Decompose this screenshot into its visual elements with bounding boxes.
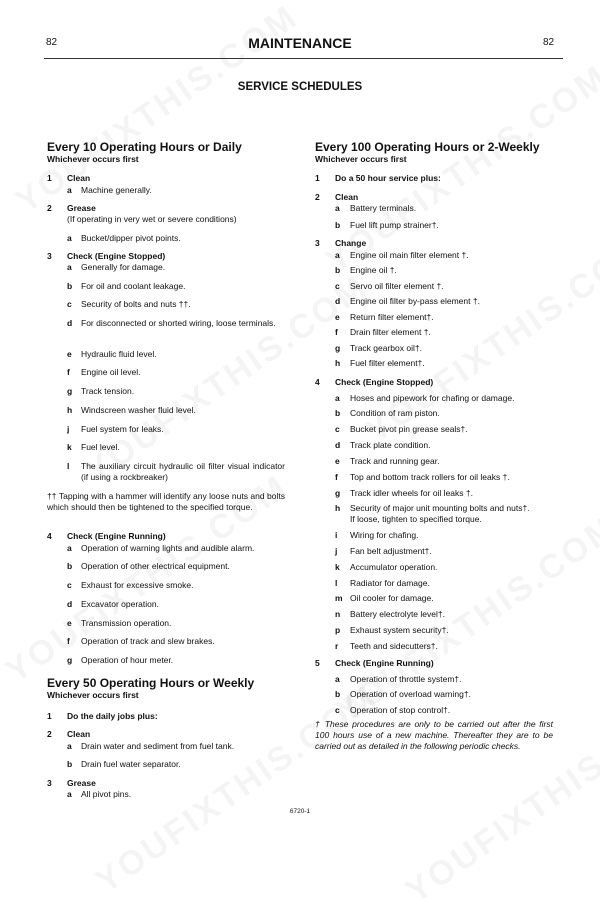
item-text: Operation of throttle system†. (350, 674, 462, 684)
item-heading: Check (Engine Stopped) (335, 377, 434, 387)
item-number: 4 (315, 377, 320, 387)
item-text: Machine generally. (81, 185, 152, 195)
item-letter: f (335, 327, 338, 337)
item-text: Fan belt adjustment†. (350, 546, 432, 556)
item-text: Condition of ram piston. (350, 408, 440, 418)
item-letter: l (67, 461, 70, 471)
item-letter: a (67, 741, 72, 751)
item-letter: a (67, 789, 72, 799)
item-text: Operation of warning lights and audible alarm. (81, 543, 255, 553)
item-text: Fuel system for leaks. (81, 424, 164, 434)
item-text: Operation of hour meter. (81, 655, 174, 665)
item-letter: a (67, 262, 72, 272)
item-letter: h (67, 405, 73, 415)
item-letter: d (335, 440, 341, 450)
item-text: Oil cooler for damage. (350, 593, 434, 603)
item-letter: b (335, 265, 341, 275)
item-heading: Clean (67, 729, 91, 739)
page-number-left: 82 (46, 37, 58, 48)
item-text: Generally for damage. (81, 262, 166, 272)
item-text: Operation of other electrical equipment. (81, 561, 230, 571)
schedule-100h-heading: Every 100 Operating Hours or 2-Weekly (315, 140, 540, 154)
item-letter: d (67, 318, 73, 328)
item-text: Bucket pivot pin grease seals†. (350, 424, 468, 434)
item-letter: i (335, 530, 338, 540)
item-letter: b (335, 408, 341, 418)
item-letter: r (335, 641, 339, 651)
item-text: Windscreen washer fluid level. (81, 405, 196, 415)
item-letter: f (67, 367, 70, 377)
item-number: 3 (47, 778, 52, 788)
item-letter: a (335, 250, 340, 260)
item-text-continued: If loose, tighten to specified torque. (350, 514, 482, 524)
item-text: Return filter element†. (350, 312, 434, 322)
footnote: † These procedures are only to be carried out after the first 100 hours use of a new machine. Thereafter they are to be carried out as detailed in the following periodic checks. (315, 719, 553, 751)
item-letter: b (67, 759, 73, 769)
item-letter: e (335, 312, 340, 322)
item-letter: e (67, 618, 72, 628)
item-text: Bucket/dipper pivot points. (81, 233, 181, 243)
item-text: Track and running gear. (350, 456, 440, 466)
item-heading: Change (335, 238, 367, 248)
item-letter: c (67, 299, 72, 309)
item-number: 2 (315, 192, 320, 202)
item-text: Hydraulic fluid level. (81, 349, 157, 359)
item-text: Security of major unit mounting bolts and nuts†. (350, 503, 530, 513)
item-text: Track idler wheels for oil leaks †. (350, 488, 473, 498)
item-number: 3 (315, 238, 320, 248)
item-heading: Check (Engine Stopped) (67, 251, 166, 261)
item-letter: j (67, 424, 70, 434)
item-letter: l (335, 578, 338, 588)
schedule-10h-heading: Every 10 Operating Hours or Daily (47, 140, 242, 154)
schedule-10h-sub: Whichever occurs first (47, 154, 139, 164)
item-letter: g (67, 386, 73, 396)
item-number: 2 (47, 203, 52, 213)
item-letter: a (335, 203, 340, 213)
item-text: For disconnected or shorted wiring, loose terminals. (81, 318, 276, 328)
item-text: Track tension. (81, 386, 135, 396)
page-title: MAINTENANCE (248, 35, 352, 51)
item-letter: a (67, 233, 72, 243)
item-text: Excavator operation. (81, 599, 159, 609)
item-text: Servo oil filter element †. (350, 281, 444, 291)
watermark (9, 0, 306, 221)
item-text: Drain filter element †. (350, 327, 431, 337)
item-letter: p (335, 625, 341, 635)
item-text: Wiring for chafing. (350, 530, 419, 540)
item-heading: Grease (67, 778, 96, 788)
item-text: Radiator for damage. (350, 578, 430, 588)
header-rule (44, 58, 563, 59)
item-letter: j (335, 546, 338, 556)
schedule-50h-heading: Every 50 Operating Hours or Weekly (47, 676, 255, 690)
item-number: 4 (47, 531, 52, 541)
item-text: Teeth and sidecutters†. (350, 641, 438, 651)
page-number-right: 82 (543, 37, 555, 48)
item-text: Exhaust system security†. (350, 625, 449, 635)
item-note: (If operating in very wet or severe conditions) (67, 214, 237, 224)
item-letter: b (335, 689, 341, 699)
item-letter: m (335, 593, 343, 603)
item-letter: g (335, 343, 341, 353)
page-footer: 6720-1 (289, 808, 311, 815)
item-letter: d (67, 599, 73, 609)
item-letter: f (67, 636, 70, 646)
item-letter: a (335, 393, 340, 403)
item-number: 2 (47, 729, 52, 739)
item-heading: Clean (335, 192, 359, 202)
schedule-100h-sub: Whichever occurs first (315, 154, 407, 164)
item-text: Fuel filter element†. (350, 358, 425, 368)
item-letter: d (335, 296, 341, 306)
item-letter: h (335, 503, 341, 513)
item-heading: Check (Engine Running) (335, 658, 434, 668)
item-letter: b (67, 281, 73, 291)
item-letter: c (335, 281, 340, 291)
item-letter: f (335, 472, 338, 482)
item-text: Track gearbox oil†. (350, 343, 422, 353)
item-text: Hoses and pipework for chafing or damage. (350, 393, 515, 403)
item-text: Battery terminals. (350, 203, 417, 213)
item-letter: b (67, 561, 73, 571)
item-text: Fuel level. (81, 442, 120, 452)
item-letter: a (67, 543, 72, 553)
item-number: 3 (47, 251, 52, 261)
item-text: Transmission operation. (81, 618, 172, 628)
item-text: Engine oil main filter element †. (350, 250, 469, 260)
item-letter: a (335, 674, 340, 684)
item-number: 1 (47, 711, 52, 721)
item-text: Operation of overload warning†. (350, 689, 471, 699)
footnote: †† Tapping with a hammer will identify any loose nuts and bolts which should then be tightened to the specified torque. (47, 491, 285, 512)
item-text: Accumulator operation. (350, 562, 438, 572)
item-number: 1 (47, 173, 52, 183)
item-text: Engine oil level. (81, 367, 141, 377)
item-letter: b (335, 220, 341, 230)
item-text: Drain water and sediment from fuel tank. (81, 741, 235, 751)
item-text: Engine oil filter by-pass element †. (350, 296, 480, 306)
item-letter: c (335, 424, 340, 434)
item-letter: a (67, 185, 72, 195)
item-text: All pivot pins. (81, 789, 132, 799)
item-heading: Do a 50 hour service plus: (335, 173, 441, 183)
item-text: Engine oil †. (350, 265, 397, 275)
item-letter: c (67, 580, 72, 590)
item-text: Operation of stop control†. (350, 705, 451, 715)
item-letter: c (335, 705, 340, 715)
item-heading: Grease (67, 203, 96, 213)
item-number: 1 (315, 173, 320, 183)
item-letter: k (335, 562, 340, 572)
item-text: Operation of track and slew brakes. (81, 636, 215, 646)
item-heading: Check (Engine Running) (67, 531, 166, 541)
item-text: For oil and coolant leakage. (81, 281, 186, 291)
item-heading: Do the daily jobs plus: (67, 711, 158, 721)
schedule-50h-sub: Whichever occurs first (47, 690, 139, 700)
item-letter: h (335, 358, 341, 368)
item-text: Exhaust for excessive smoke. (81, 580, 194, 590)
item-letter: k (67, 442, 72, 452)
item-letter: g (67, 655, 73, 665)
item-text: The auxiliary circuit hydraulic oil filter visual indicator (if using a rockbreaker) (81, 461, 285, 482)
item-letter: n (335, 609, 341, 619)
item-text: Top and bottom track rollers for oil leaks †. (350, 472, 510, 482)
item-text: Drain fuel water separator. (81, 759, 181, 769)
section-title: SERVICE SCHEDULES (237, 81, 363, 93)
item-letter: e (67, 349, 72, 359)
item-text: Fuel lift pump strainer†. (350, 220, 439, 230)
item-text: Track plate condition. (350, 440, 431, 450)
item-text: Battery electrolyte level†. (350, 609, 445, 619)
item-text: Security of bolts and nuts ††. (81, 299, 191, 309)
item-number: 5 (315, 658, 320, 668)
item-letter: g (335, 488, 341, 498)
item-heading: Clean (67, 173, 91, 183)
item-letter: e (335, 456, 340, 466)
